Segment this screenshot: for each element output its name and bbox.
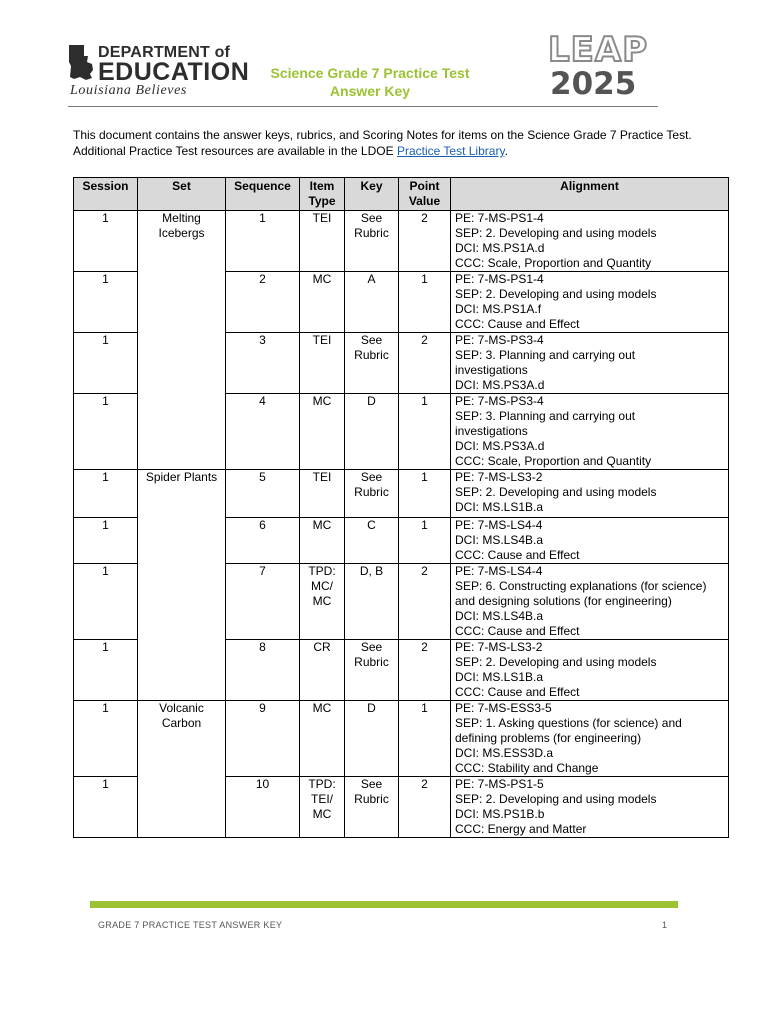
intro-paragraph (73, 127, 713, 159)
column-header-point-value: Point Value (399, 178, 451, 211)
leap-logo-year: 2025 (550, 66, 637, 102)
column-header-alignment: Alignment (451, 178, 729, 211)
session-cell: 1 (74, 211, 138, 272)
sequence-cell: 5 (226, 470, 300, 518)
item-type-cell: MC (300, 272, 345, 333)
intro-text: This document contains the answer keys, rubrics, and Scoring Notes for items on the Science Grade 7 Practice Test. Additional Practice Test resources are available in the LDOE (73, 128, 692, 158)
alignment-line: DCI: MS.LS1B.a (455, 500, 544, 514)
alignment-cell (451, 272, 729, 333)
alignment-cell (451, 470, 729, 518)
alignment-line: DCI: MS.PS1A.d (455, 241, 545, 255)
table-row (74, 701, 729, 777)
item-type-cell: MC (300, 518, 345, 564)
point-value-cell: 2 (399, 211, 451, 272)
alignment-line: DCI: MS.PS1B.b (455, 807, 545, 821)
session-cell: 1 (74, 333, 138, 394)
doe-logo (68, 42, 250, 102)
alignment-line: CCC: Cause and Effect (455, 548, 580, 562)
sequence-cell: 8 (226, 640, 300, 701)
intro-text-end: . (504, 144, 508, 158)
sequence-cell: 1 (226, 211, 300, 272)
title-line-2: Answer Key (329, 83, 411, 99)
alignment-line: PE: 7-MS-LS3-2 (455, 640, 543, 654)
alignment-cell (451, 394, 729, 470)
alignment-line: SEP: 2. Developing and using models (455, 485, 657, 499)
sequence-cell: 3 (226, 333, 300, 394)
key-cell: See Rubric (345, 470, 399, 518)
alignment-line: PE: 7-MS-PS1-4 (455, 272, 544, 286)
column-header-sequence: Sequence (226, 178, 300, 211)
alignment-line: SEP: 6. Constructing explanations (for science) (455, 579, 707, 593)
alignment-line: SEP: 1. Asking questions (for science) and (455, 716, 682, 730)
practice-test-library-link[interactable]: Practice Test Library (396, 144, 505, 158)
session-cell: 1 (74, 272, 138, 333)
alignment-line: DCI: MS.PS1A.f (455, 302, 542, 316)
alignment-line: investigations (455, 424, 528, 438)
alignment-line: CCC: Scale, Proportion and Quantity (455, 256, 652, 270)
item-type-cell: TEI (300, 333, 345, 394)
doe-logo-line1: DEPARTMENT of (98, 44, 231, 61)
item-type-cell: CR (300, 640, 345, 701)
alignment-line: SEP: 2. Developing and using models (455, 287, 657, 301)
alignment-line: CCC: Cause and Effect (455, 317, 580, 331)
alignment-line: CCC: Scale, Proportion and Quantity (455, 454, 652, 468)
table-row (74, 470, 729, 518)
alignment-line: PE: 7-MS-LS4-4 (455, 518, 543, 532)
alignment-cell (451, 211, 729, 272)
sequence-cell: 9 (226, 701, 300, 777)
point-value-cell: 1 (399, 394, 451, 470)
set-cell: Melting Icebergs (138, 211, 226, 470)
sequence-cell: 2 (226, 272, 300, 333)
doe-logo-tagline: Louisiana Believes (70, 83, 187, 98)
leap-logo-word: LEAP (548, 30, 649, 70)
column-header-set: Set (138, 178, 226, 211)
alignment-line: DCI: MS.PS3A.d (455, 439, 545, 453)
sequence-cell: 4 (226, 394, 300, 470)
key-cell: D, B (345, 564, 399, 640)
item-type-cell: TEI (300, 470, 345, 518)
leap-2025-logo (548, 30, 670, 104)
alignment-cell (451, 640, 729, 701)
alignment-line: DCI: MS.LS4B.a (455, 533, 544, 547)
alignment-line: PE: 7-MS-PS1-4 (455, 211, 544, 225)
key-cell: D (345, 701, 399, 777)
doe-logo-line2: EDUCATION (98, 58, 250, 86)
item-type-cell: TPD: TEI/ MC (300, 777, 345, 838)
footer-title: GRADE 7 PRACTICE TEST ANSWER KEY (98, 920, 283, 930)
table-row (74, 211, 729, 272)
table-body (74, 211, 729, 838)
session-cell: 1 (74, 518, 138, 564)
point-value-cell: 1 (399, 470, 451, 518)
column-header-session: Session (74, 178, 138, 211)
alignment-line: DCI: MS.ESS3D.a (455, 746, 554, 760)
table-header-row (74, 178, 729, 211)
alignment-line: PE: 7-MS-PS1-5 (455, 777, 544, 791)
point-value-cell: 1 (399, 701, 451, 777)
alignment-line: PE: 7-MS-LS4-4 (455, 564, 543, 578)
key-cell: See Rubric (345, 211, 399, 272)
point-value-cell: 1 (399, 272, 451, 333)
key-cell: See Rubric (345, 640, 399, 701)
alignment-line: SEP: 2. Developing and using models (455, 792, 657, 806)
item-type-cell: TEI (300, 211, 345, 272)
alignment-line: DCI: MS.LS4B.a (455, 609, 544, 623)
alignment-line: DCI: MS.PS3A.d (455, 378, 545, 392)
item-type-cell: TPD: MC/ MC (300, 564, 345, 640)
key-cell: D (345, 394, 399, 470)
header-divider (68, 106, 658, 107)
sequence-cell: 7 (226, 564, 300, 640)
sequence-cell: 6 (226, 518, 300, 564)
column-header-key: Key (345, 178, 399, 211)
key-cell: C (345, 518, 399, 564)
session-cell: 1 (74, 470, 138, 518)
session-cell: 1 (74, 394, 138, 470)
alignment-line: CCC: Stability and Change (455, 761, 599, 775)
column-header-item-type: Item Type (300, 178, 345, 211)
point-value-cell: 2 (399, 333, 451, 394)
alignment-line: PE: 7-MS-PS3-4 (455, 394, 544, 408)
set-cell: Volcanic Carbon (138, 701, 226, 838)
alignment-cell (451, 564, 729, 640)
alignment-cell (451, 333, 729, 394)
title-line-1: Science Grade 7 Practice Test (270, 65, 470, 81)
point-value-cell: 2 (399, 640, 451, 701)
key-cell: A (345, 272, 399, 333)
alignment-cell (451, 777, 729, 838)
item-type-cell: MC (300, 701, 345, 777)
alignment-line: SEP: 3. Planning and carrying out (455, 409, 636, 423)
key-cell: See Rubric (345, 333, 399, 394)
session-cell: 1 (74, 701, 138, 777)
alignment-line: PE: 7-MS-ESS3-5 (455, 701, 552, 715)
alignment-line: SEP: 2. Developing and using models (455, 655, 657, 669)
alignment-line: SEP: 2. Developing and using models (455, 226, 657, 240)
alignment-line: CCC: Cause and Effect (455, 624, 580, 638)
alignment-line: and designing solutions (for engineering) (455, 594, 672, 608)
item-type-cell: MC (300, 394, 345, 470)
footer-accent-bar (90, 901, 678, 908)
louisiana-state-icon (68, 44, 94, 82)
alignment-cell (451, 518, 729, 564)
set-cell: Spider Plants (138, 470, 226, 701)
alignment-line: CCC: Energy and Matter (455, 822, 587, 836)
alignment-line: investigations (455, 363, 528, 377)
alignment-line: defining problems (for engineering) (455, 731, 642, 745)
answer-key-table (73, 177, 729, 838)
alignment-line: SEP: 3. Planning and carrying out (455, 348, 636, 362)
point-value-cell: 2 (399, 777, 451, 838)
point-value-cell: 1 (399, 518, 451, 564)
alignment-line: PE: 7-MS-PS3-4 (455, 333, 544, 347)
sequence-cell: 10 (226, 777, 300, 838)
alignment-cell (451, 701, 729, 777)
alignment-line: DCI: MS.LS1B.a (455, 670, 544, 684)
page-number: 1 (662, 920, 668, 930)
document-title (250, 64, 490, 100)
point-value-cell: 2 (399, 564, 451, 640)
alignment-line: PE: 7-MS-LS3-2 (455, 470, 543, 484)
session-cell: 1 (74, 640, 138, 701)
session-cell: 1 (74, 564, 138, 640)
key-cell: See Rubric (345, 777, 399, 838)
session-cell: 1 (74, 777, 138, 838)
alignment-line: CCC: Cause and Effect (455, 685, 580, 699)
